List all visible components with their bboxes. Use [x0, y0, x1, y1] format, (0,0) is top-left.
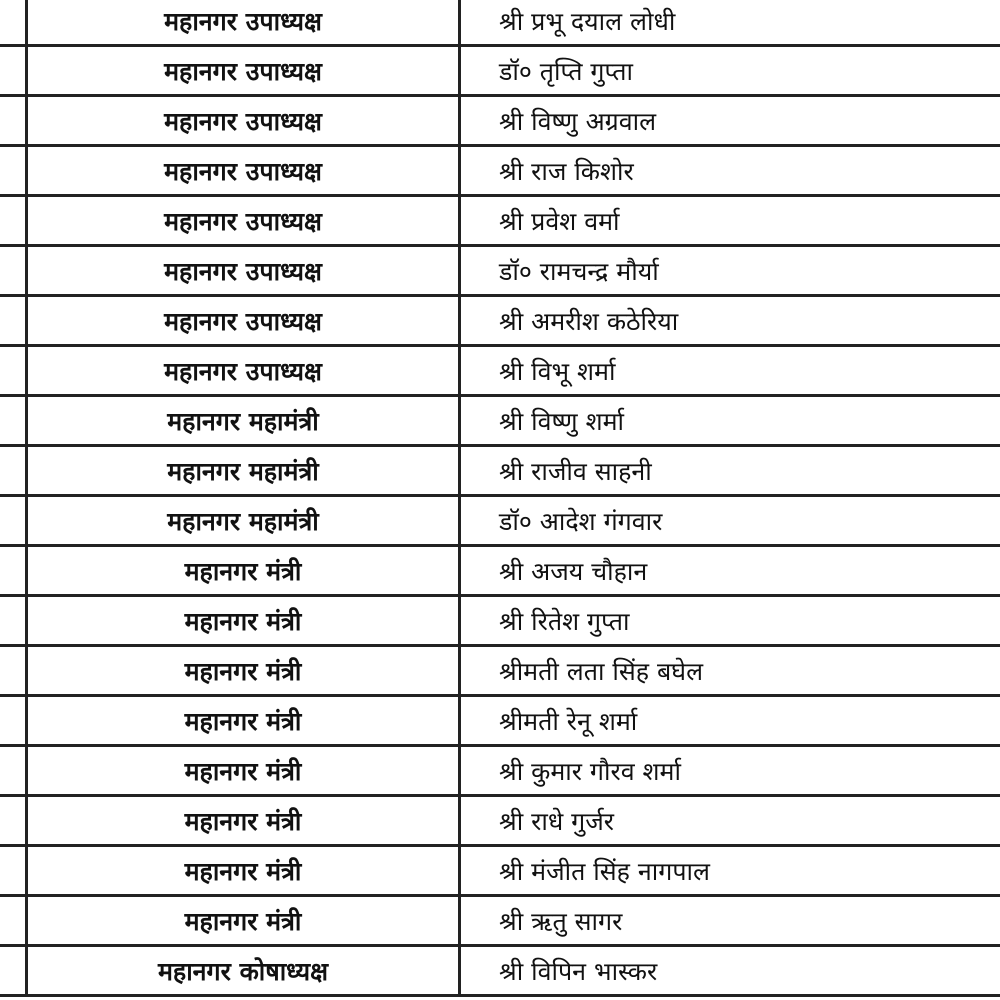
name-cell: श्री अजय चौहान: [499, 556, 648, 586]
name-cell: श्रीमती रेनू शर्मा: [499, 706, 638, 736]
table-row: [0, 47, 1000, 97]
name-cell: श्री प्रभू दयाल लोधी: [499, 6, 676, 36]
serial-cell: [0, 547, 28, 594]
post-cell: महानगर उपाध्यक्ष: [28, 97, 461, 144]
serial-cell: [0, 447, 28, 494]
table-row: [0, 147, 1000, 197]
name-cell: श्री मंजीत सिंह नागपाल: [499, 856, 710, 886]
serial-cell: [0, 797, 28, 844]
post-cell: महानगर उपाध्यक्ष: [28, 347, 461, 394]
table-row: [0, 897, 1000, 947]
serial-cell: [0, 747, 28, 794]
name-cell: श्री विष्णु अग्रवाल: [499, 106, 657, 136]
table-row: [0, 197, 1000, 247]
table-row: [0, 447, 1000, 497]
serial-cell: [0, 697, 28, 744]
name-cell: श्री रितेश गुप्ता: [499, 606, 630, 636]
serial-cell: [0, 247, 28, 294]
post-cell: महानगर उपाध्यक्ष: [28, 47, 461, 94]
post-cell: महानगर मंत्री: [28, 697, 461, 744]
table-row: [0, 547, 1000, 597]
serial-cell: [0, 97, 28, 144]
post-cell: महानगर मंत्री: [28, 647, 461, 694]
name-cell: श्री विभू शर्मा: [499, 356, 616, 386]
name-cell: श्रीमती लता सिंह बघेल: [499, 656, 704, 686]
name-cell: श्री राधे गुर्जर: [499, 806, 614, 836]
serial-cell: [0, 147, 28, 194]
post-cell: महानगर महामंत्री: [28, 397, 461, 444]
serial-cell: [0, 647, 28, 694]
name-cell: श्री राजीव साहनी: [499, 456, 652, 486]
table-row: [0, 797, 1000, 847]
table-row: [0, 347, 1000, 397]
post-cell: महानगर उपाध्यक्ष: [28, 247, 461, 294]
serial-cell: [0, 347, 28, 394]
table-row: [0, 747, 1000, 797]
name-cell: श्री कुमार गौरव शर्मा: [499, 756, 681, 786]
post-cell: महानगर उपाध्यक्ष: [28, 0, 461, 44]
post-cell: महानगर मंत्री: [28, 897, 461, 944]
name-cell: श्री अमरीश कठेरिया: [499, 306, 679, 336]
table-row: [0, 97, 1000, 147]
serial-cell: [0, 897, 28, 944]
serial-cell: [0, 597, 28, 644]
post-cell: महानगर महामंत्री: [28, 497, 461, 544]
post-cell: महानगर महामंत्री: [28, 447, 461, 494]
serial-cell: [0, 297, 28, 344]
post-cell: महानगर मंत्री: [28, 847, 461, 894]
name-cell: श्री राज किशोर: [499, 156, 634, 186]
table-row: [0, 397, 1000, 447]
serial-cell: [0, 947, 28, 994]
name-cell: डॉ० आदेश गंगवार: [499, 506, 663, 536]
post-cell: महानगर मंत्री: [28, 747, 461, 794]
post-cell: महानगर मंत्री: [28, 597, 461, 644]
serial-cell: [0, 197, 28, 244]
table-row: [0, 647, 1000, 697]
table-row: [0, 497, 1000, 547]
serial-cell: [0, 0, 28, 44]
table-row: [0, 297, 1000, 347]
name-cell: श्री विपिन भास्कर: [499, 956, 658, 986]
serial-cell: [0, 847, 28, 894]
serial-cell: [0, 497, 28, 544]
serial-cell: [0, 397, 28, 444]
post-cell: महानगर कोषाध्यक्ष: [28, 947, 461, 994]
table-row: [0, 847, 1000, 897]
post-cell: महानगर उपाध्यक्ष: [28, 147, 461, 194]
post-cell: महानगर उपाध्यक्ष: [28, 297, 461, 344]
table-row: [0, 0, 1000, 47]
table-row: [0, 947, 1000, 997]
name-cell: डॉ० रामचन्द्र मौर्या: [499, 256, 659, 286]
table-row: [0, 597, 1000, 647]
post-cell: महानगर मंत्री: [28, 797, 461, 844]
name-cell: श्री प्रवेश वर्मा: [499, 206, 620, 236]
name-cell: श्री ऋतु सागर: [499, 906, 623, 936]
serial-cell: [0, 47, 28, 94]
table-row: [0, 247, 1000, 297]
table-row: [0, 697, 1000, 747]
name-cell: श्री विष्णु शर्मा: [499, 406, 624, 436]
post-cell: महानगर मंत्री: [28, 547, 461, 594]
post-cell: महानगर उपाध्यक्ष: [28, 197, 461, 244]
name-cell: डॉ० तृप्ति गुप्ता: [499, 56, 633, 86]
